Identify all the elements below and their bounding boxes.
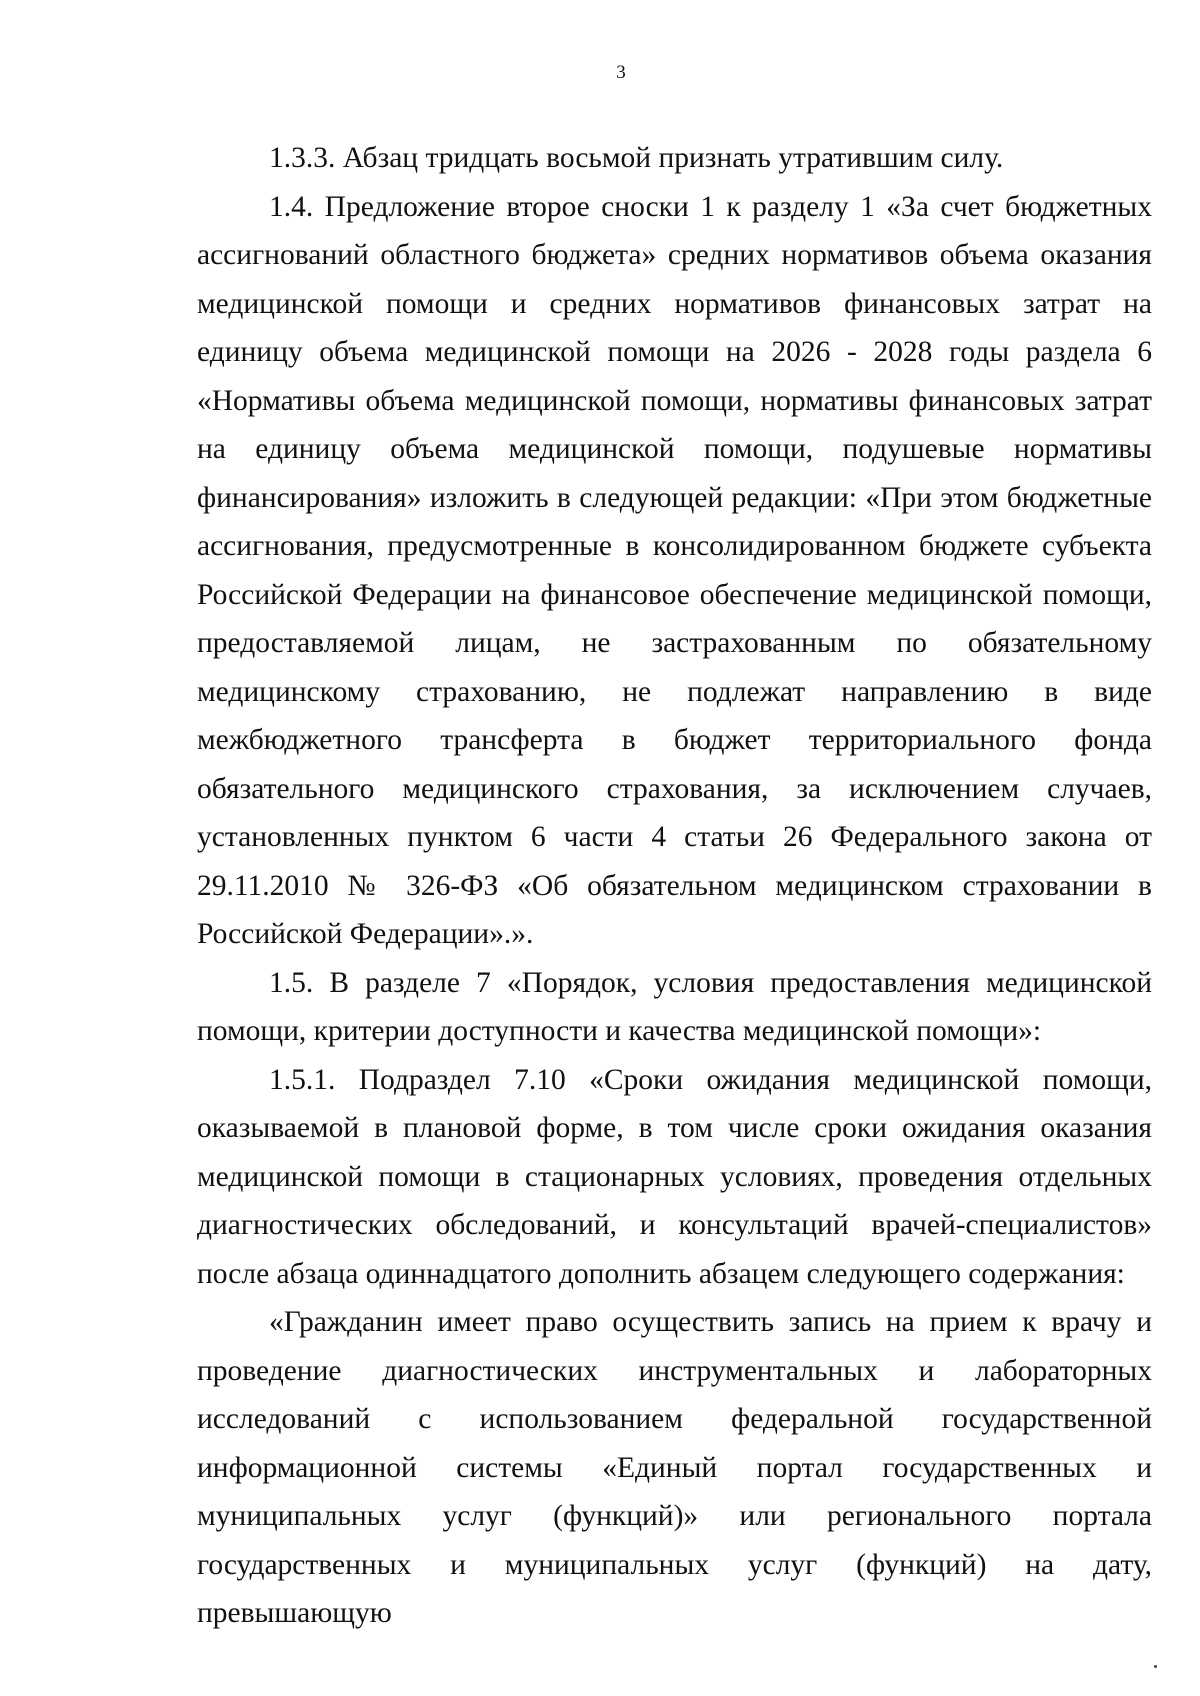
paragraph-quoted-addition: «Гражданин имеет право осуществить запись на прием к врачу и проведение диагностических инструментальных и лабораторных исследований с использованием федеральной государственной информационной системы «Единый портал государственных и муниципальных услуг (функций)» или регионального портала государственных и муниципальных услуг (функций) на дату, превышающую xyxy=(197,1306,1152,1629)
paragraph-1-5-1: 1.5.1. Подраздел 7.10 «Сроки ожидания медицинской помощи, оказываемой в плановой форме, в том числе сроки ожидания оказания медицинской помощи в стационарных условиях, проведения отдельных диагностических обследований, и консультаций врачей-специалистов» после абзаца одиннадцатого дополнить абзацем следующего содержания: xyxy=(197,1063,1152,1290)
paragraph-1-3-3: 1.3.3. Абзац тридцать восьмой признать утратившим силу. xyxy=(269,142,1004,174)
paragraph-1-4: 1.4. Предложение второе сноски 1 к разделу 1 «За счет бюджетных ассигнований областного бюджета» средних нормативов объема оказания медицинской помощи и средних нормативов финансовых затрат на единицу объема медицинской помощи на 2026 - 2028 годы раздела 6 «Нормативы объема медицинской помощи, нормативы финансовых затрат на единицу объема медицинской помощи, подушевые нормативы финансирования» изложить в следующей редакции: «При этом бюджетные ассигнования, предусмотренные в консолидированном бюджете субъекта Российской Федерации на финансовое обеспечение медицинской помощи, предоставляемой лицам, не застрахованным по обязательному медицинскому страхованию, не подлежат направлению в виде межбюджетного трансферта в бюджет территориального фонда обязательного медицинского страхования, за исключением случаев, установленных пунктом 6 части 4 статьи 26 Федерального закона от 29.11.2010 № 326-ФЗ «Об обязательном медицинском страховании в Российской Федерации».». xyxy=(197,190,1152,950)
document-body xyxy=(197,134,1152,1638)
page-number: 3 xyxy=(616,62,626,83)
scan-speck xyxy=(1154,1665,1157,1668)
paragraph-1-5: 1.5. В разделе 7 «Порядок, условия предоставления медицинской помощи, критерии доступности и качества медицинской помощи»: xyxy=(197,966,1152,1047)
